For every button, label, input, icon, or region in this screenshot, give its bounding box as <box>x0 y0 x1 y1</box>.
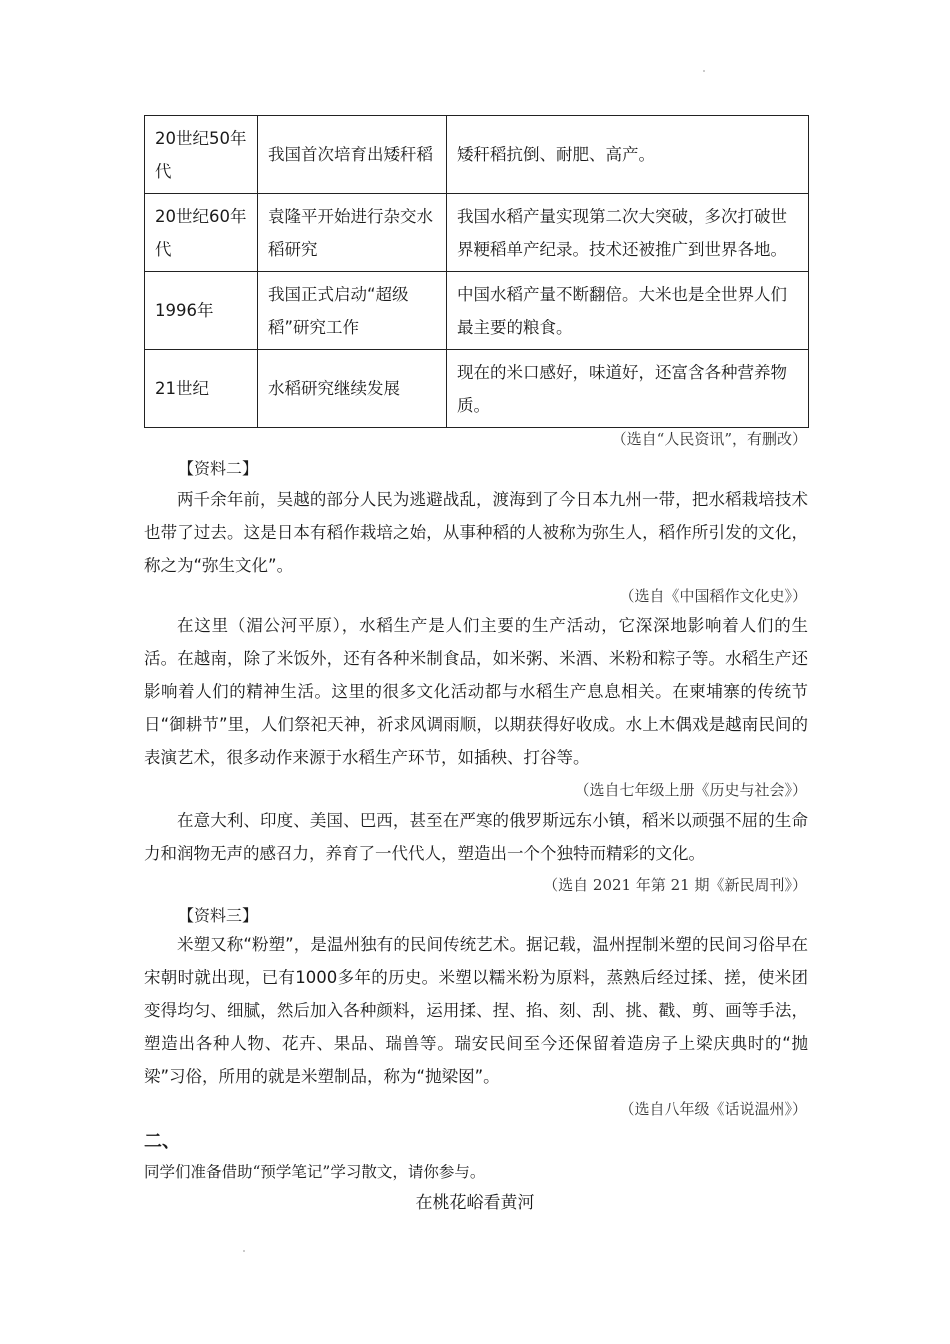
table-row <box>145 350 809 428</box>
era-cell: 21世纪 <box>145 350 258 428</box>
material2-paragraph-3: 在意大利、印度、美国、巴西，甚至在严寒的俄罗斯远东小镇，稻米以顽强不屈的生命力和润物无声的感召力，养育了一代代人，塑造出一个个独特而精彩的文化。 <box>144 811 808 863</box>
impact-cell: 现在的米口感好，味道好，还富含各种营养物质。 <box>447 350 809 428</box>
table-source: （选自“人民资讯”，有删改） <box>611 430 807 448</box>
event-cell: 袁隆平开始进行杂交水稻研究 <box>258 194 447 272</box>
material2-source-3: （选自 2021 年第 21 期《新民周刊》） <box>543 876 807 894</box>
material3-heading: 【资料三】 <box>178 906 259 925</box>
event-cell: 水稻研究继续发展 <box>258 350 447 428</box>
essay-title: 在桃花峪看黄河 <box>415 1193 535 1213</box>
impact-cell: 中国水稻产量不断翻倍。大米也是全世界人们最主要的粮食。 <box>447 272 809 350</box>
material2-source-1: （选自《中国稻作文化史》） <box>619 587 807 605</box>
section-number: 二、 <box>144 1131 180 1152</box>
table-row <box>145 194 809 272</box>
table-row <box>145 116 809 194</box>
scan-speck <box>703 70 705 72</box>
material2-source-2: （选自七年级上册《历史与社会》） <box>574 781 807 799</box>
scan-speck <box>243 1250 245 1252</box>
era-cell: 1996年 <box>145 272 258 350</box>
material2-paragraph-2: 在这里（湄公河平原），水稻生产是人们主要的生产活动，它深深地影响着人们的生活。在越南，除了米饭外，还有各种米制食品，如米粥、米酒、米粉和粽子等。水稻生产还影响着人们的精神生活。这里的很多文化活动都与水稻生产息息相关。在柬埔寨的传统节日“御耕节”里，人们祭祀天神，祈求风调雨顺，以期获得好收成。水上木偶戏是越南民间的表演艺术，很多动作来源于水稻生产环节，如插秧、打谷等。 <box>144 616 808 767</box>
table-row <box>145 272 809 350</box>
section-intro: 同学们准备借助“预学笔记”学习散文，请你参与。 <box>144 1163 486 1181</box>
material3-source: （选自八年级《话说温州》） <box>619 1100 807 1118</box>
era-cell: 20世纪50年代 <box>145 116 258 194</box>
event-cell: 我国首次培育出矮秆稻 <box>258 116 447 194</box>
era-cell: 20世纪60年代 <box>145 194 258 272</box>
impact-cell: 矮秆稻抗倒、耐肥、高产。 <box>447 116 809 194</box>
material2-paragraph-1: 两千余年前，吴越的部分人民为逃避战乱，渡海到了今日本九州一带，把水稻栽培技术也带了过去。这是日本有稻作栽培之始，从事种稻的人被称为弥生人，稻作所引发的文化，称之为“弥生文化”。 <box>144 490 808 575</box>
material2-heading: 【资料二】 <box>178 459 259 478</box>
event-cell: 我国正式启动“超级稻”研究工作 <box>258 272 447 350</box>
impact-cell: 我国水稻产量实现第二次大突破，多次打破世界粳稻单产纪录。技术还被推广到世界各地。 <box>447 194 809 272</box>
material3-paragraph-1: 米塑又称“粉塑”，是温州独有的民间传统艺术。据记载，温州捏制米塑的民间习俗早在宋朝时就出现，已有1000多年的历史。米塑以糯米粉为原料，蒸熟后经过揉、搓，使米团变得均匀、细腻，然后加入各种颜料，运用揉、捏、掐、刻、刮、挑、戳、剪、画等手法，塑造出各种人物、花卉、果品、瑞兽等。瑞安民间至今还保留着造房子上梁庆典时的“抛梁”习俗，所用的就是米塑制品，称为“抛梁囡”。 <box>144 935 808 1086</box>
rice-history-table <box>144 115 809 428</box>
